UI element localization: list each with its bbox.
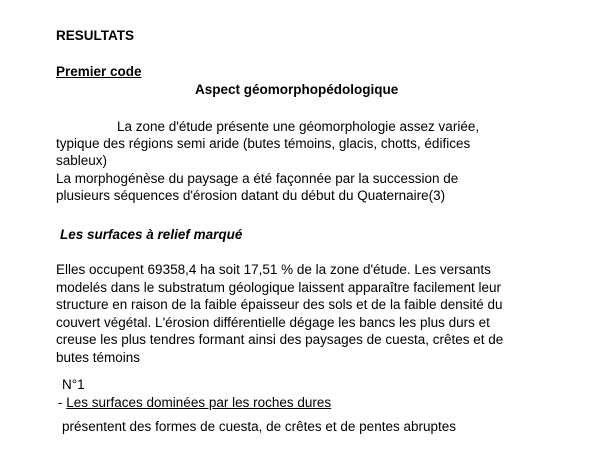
relief-title: Les surfaces à relief marqué <box>60 227 243 242</box>
item-title: Les surfaces dominées par les roches dures <box>66 395 332 410</box>
item-number: N°1 <box>62 377 85 392</box>
intro-line-1: La zone d'étude présente une géomorphologie assez variée, <box>117 119 480 134</box>
relief-line-3: structure en raison de la faible épaisseur des sols et de la faible densité du <box>56 297 503 312</box>
relief-line-2: modelés dans le substratum géologique laissent apparaître facilement leur <box>56 280 502 295</box>
relief-line-4: couvert végétal. L'érosion différentielle dégage les bancs les plus durs et <box>56 315 490 330</box>
intro-line-3: sableux) <box>56 153 108 168</box>
relief-line-6: butes témoins <box>56 350 141 365</box>
heading: RESULTATS <box>56 28 134 43</box>
intro-line-5: plusieurs séquences d'érosion datant du début du Quaternaire(3) <box>56 188 446 203</box>
intro-line-2: typique des régions semi aride (butes témoins, glacis, chotts, édifices <box>56 136 471 151</box>
section-title: Aspect géomorphopédologique <box>195 82 399 97</box>
item-dash: - <box>58 395 67 410</box>
intro-line-4: La morphogénèse du paysage a été façonnée par la succession de <box>56 171 459 186</box>
relief-line-1: Elles occupent 69358,4 ha soit 17,51 % de la zone d'étude. Les versants <box>56 262 491 277</box>
item-text: présentent des formes de cuesta, de crêtes et de pentes abruptes <box>62 419 456 434</box>
subheading: Premier code <box>56 64 142 79</box>
item-title-line <box>58 394 331 411</box>
relief-line-5: creuse les plus tendres formant ainsi des paysages de cuesta, crêtes et de <box>56 332 504 347</box>
